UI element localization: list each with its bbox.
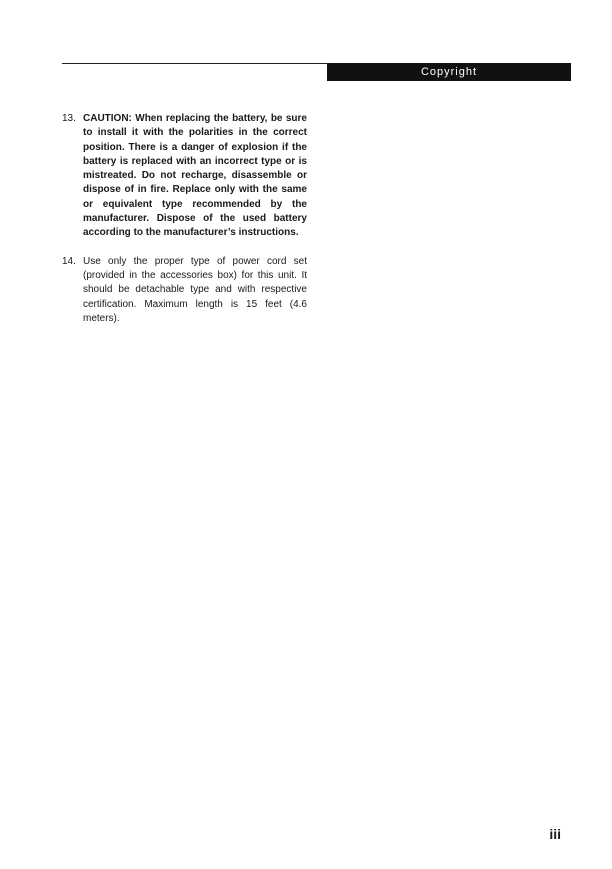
power-cord-text: Use only the proper type of power cord set (provided in the accessories box) for this unit. It should be detachable type and with respective certification. Maximum length is 15 feet (4.6 meters). (83, 255, 307, 324)
page-number: iii (549, 826, 561, 842)
list-item-14 (62, 255, 307, 326)
item-number: 13. (62, 113, 76, 124)
header-rule (62, 63, 327, 64)
list-item-13 (62, 112, 307, 241)
caution-text: CAUTION: When replacing the battery, be sure to install it with the polarities in the correct position. There is a danger of explosion if the battery is replaced with an incorrect type or is mistreated. Do not recharge, disassemble or dispose of in fire. Replace only with the same or equivalent type recommended by the manufacturer. Dispose of the used battery according to the manufacturer’s instructions. (83, 113, 307, 239)
section-header: Copyright (327, 63, 571, 81)
document-body (62, 112, 307, 340)
item-number: 14. (62, 255, 76, 267)
